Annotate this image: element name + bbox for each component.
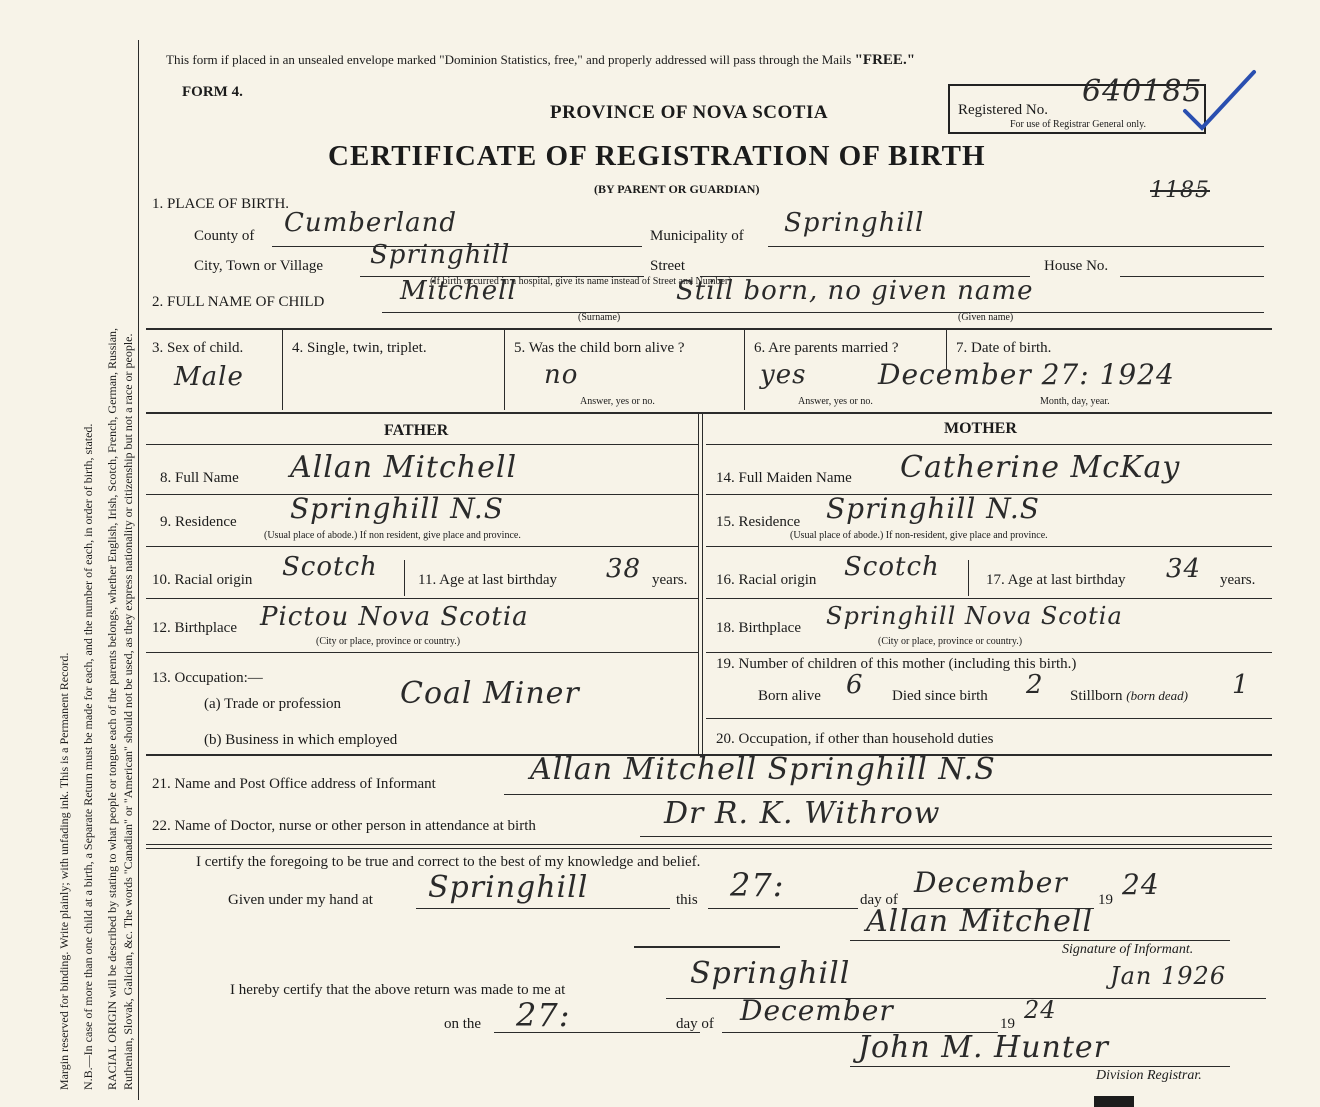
father-residence-caption: (Usual place of abode.) If non resident, give place and province.	[264, 530, 521, 541]
municipality-label: Municipality of	[650, 228, 744, 244]
father-heading: FATHER	[384, 422, 449, 439]
given-year-prefix: 19	[1098, 892, 1113, 908]
father-residence-value: Springhill N.S	[290, 492, 504, 525]
father-line-3	[146, 598, 698, 599]
given-day-value: 27:	[730, 866, 785, 904]
father-racial-value: Scotch	[282, 552, 378, 582]
registrar-signature-line	[850, 1066, 1230, 1067]
mother-birthplace-label: 18. Birthplace	[716, 620, 801, 636]
given-caption: (Given name)	[958, 312, 1014, 323]
county-label: County of	[194, 228, 255, 244]
child-name-line	[382, 312, 1264, 313]
certificate-title: CERTIFICATE OF REGISTRATION OF BIRTH	[328, 140, 986, 172]
mother-racial-label: 16. Racial origin	[716, 572, 817, 588]
father-occupation-label: 13. Occupation:—	[152, 670, 263, 686]
stillborn-label-text: Stillborn	[1070, 688, 1123, 704]
house-line	[1120, 276, 1264, 277]
margin-note-1: Margin reserved for binding. Write plainly; with unfading ink. This is a Permanent Record.	[57, 652, 71, 1090]
sex-value: Male	[174, 362, 244, 392]
mother-age-label: 17. Age at last birthday	[986, 572, 1126, 588]
date-of-birth-label: 7. Date of birth.	[956, 340, 1052, 356]
mother-residence-value: Springhill N.S	[826, 492, 1040, 525]
form-number: FORM 4.	[182, 84, 243, 100]
father-line-4	[146, 652, 698, 653]
informant-value: Allan Mitchell Springhill N.S	[530, 752, 996, 787]
county-value: Cumberland	[284, 208, 457, 238]
born-alive-count-label: Born alive	[758, 688, 821, 704]
father-birthplace-value: Pictou Nova Scotia	[260, 602, 529, 632]
father-name-label: 8. Full Name	[160, 470, 239, 486]
father-racial-divider	[404, 560, 405, 596]
died-since-birth-label: Died since birth	[892, 688, 988, 704]
given-place-value: Springhill	[428, 870, 589, 905]
center-rule	[634, 946, 780, 948]
married-answer: yes	[760, 360, 807, 390]
divider-2	[146, 412, 1272, 414]
registrar-signature-caption: Division Registrar.	[1096, 1068, 1202, 1083]
registrar-day-value: 27:	[516, 996, 571, 1034]
father-age-unit: years.	[652, 572, 688, 588]
col-div-2	[504, 330, 505, 410]
mother-birthplace-value: Springhill Nova Scotia	[826, 602, 1123, 630]
mother-head-line	[706, 444, 1272, 445]
informant-signature-caption: Signature of Informant.	[1062, 942, 1194, 957]
father-name-value: Allan Mitchell	[290, 450, 518, 485]
multiple-birth-label: 4. Single, twin, triplet.	[292, 340, 427, 356]
mother-age-unit: years.	[1220, 572, 1256, 588]
given-day-line	[708, 908, 858, 909]
margin-note-3: RACIAL ORIGIN will be described by stating to what people or tongue each of the parents belongs, whether English, Irish, Scotch, French, German, Russian,	[105, 327, 119, 1090]
side-number: 1185	[1150, 178, 1210, 203]
given-this-label: this	[676, 892, 698, 908]
registrar-extra-value: Jan 1926	[1110, 962, 1227, 990]
child-given-name: Still born, no given name	[676, 276, 1034, 306]
born-alive-caption: Answer, yes or no.	[580, 396, 655, 407]
registrar-signature: John M. Hunter	[858, 1030, 1110, 1065]
died-since-birth-value: 2	[1026, 670, 1044, 700]
city-label: City, Town or Village	[194, 258, 324, 274]
mail-free-text: "FREE."	[854, 52, 916, 68]
mother-residence-label: 15. Residence	[716, 514, 801, 530]
divider-1	[146, 328, 1272, 330]
father-line-2	[146, 546, 698, 547]
registered-number: 640185	[1082, 74, 1203, 109]
registered-note: For use of Registrar General only.	[1010, 119, 1146, 130]
mother-line-4	[706, 652, 1272, 653]
father-age-value: 38	[606, 554, 642, 584]
mother-children-label: 19. Number of children of this mother (including this birth.)	[716, 656, 1077, 672]
given-under-label: Given under my hand at	[228, 892, 373, 908]
hospital-note: (If birth occurred in a hospital, give its name instead of Street and Number)	[430, 276, 732, 287]
given-day-of-label: day of	[860, 892, 898, 908]
registrar-place-value: Springhill	[690, 956, 851, 991]
registration-box	[948, 74, 1206, 134]
street-label: Street	[650, 258, 685, 274]
date-of-birth-caption: Month, day, year.	[1040, 396, 1110, 407]
doctor-label: 22. Name of Doctor, nurse or other person in attendance at birth	[152, 818, 536, 834]
registrar-on-the-label: on the	[444, 1016, 482, 1032]
municipality-value: Springhill	[784, 208, 925, 238]
municipality-line	[768, 246, 1264, 247]
mail-notice	[166, 52, 915, 69]
margin-rule	[138, 40, 139, 1100]
registrar-month-value: December	[740, 994, 894, 1027]
mother-line-3	[706, 598, 1272, 599]
married-question: 6. Are parents married ?	[754, 340, 899, 356]
stillborn-value: 1	[1232, 670, 1250, 700]
registrar-year-prefix: 19	[1000, 1016, 1015, 1032]
married-caption: Answer, yes or no.	[798, 396, 873, 407]
certification-statement: I certify the foregoing to be true and correct to the best of my knowledge and belief.	[196, 854, 701, 870]
doctor-line	[640, 836, 1272, 837]
mail-notice-text: This form if placed in an unsealed envelope marked "Dominion Statistics, free," and properly addressed will pass through the Mails	[166, 52, 852, 67]
mother-racial-divider	[968, 560, 969, 596]
born-alive-question: 5. Was the child born alive ?	[514, 340, 685, 356]
father-trade-label: (a) Trade or profession	[204, 696, 342, 712]
father-head-line	[146, 444, 698, 445]
child-name-label: 2. FULL NAME OF CHILD	[152, 294, 325, 310]
mother-residence-caption: (Usual place of abode.) If non-resident, give place and province.	[790, 530, 1048, 541]
given-place-line	[416, 908, 670, 909]
check-mark-icon	[1180, 66, 1260, 136]
child-surname: Mitchell	[400, 276, 517, 306]
mother-name-value: Catherine McKay	[900, 450, 1181, 485]
date-of-birth-value: December 27: 1924	[878, 358, 1175, 391]
col-div-1	[282, 330, 283, 410]
margin-note-2: N.B.—In case of more than one child at a birth, a Separate Return must be made for each, and the number of each, in order of birth, stated.	[81, 423, 95, 1090]
father-birthplace-caption: (City or place, province or country.)	[316, 636, 461, 647]
father-trade-value: Coal Miner	[400, 676, 580, 711]
given-year-value: 24	[1122, 868, 1160, 901]
mother-birthplace-caption: (City or place, province or country.)	[878, 636, 1023, 647]
registered-label: Registered No.	[958, 102, 1048, 118]
born-alive-answer: no	[544, 360, 579, 390]
mother-age-value: 34	[1166, 554, 1202, 584]
stillborn-label	[1070, 688, 1188, 705]
registrar-statement: I hereby certify that the above return was made to me at	[230, 982, 566, 998]
margin-note-4: Ruthenian, Slovak, Galician, &c. The words "Canadian" or "American" should not be used, as they express nationality or citizenship but not a race or people.	[121, 333, 135, 1090]
mother-line-5	[706, 718, 1272, 719]
father-racial-label: 10. Racial origin	[152, 572, 253, 588]
informant-signature-line	[850, 940, 1230, 941]
given-month-value: December	[914, 866, 1068, 899]
parents-divider	[698, 414, 703, 754]
father-residence-label: 9. Residence	[160, 514, 237, 530]
sex-label: 3. Sex of child.	[152, 340, 244, 356]
father-birthplace-label: 12. Birthplace	[152, 620, 237, 636]
mother-name-label: 14. Full Maiden Name	[716, 470, 852, 486]
scan-edge	[1094, 1096, 1134, 1107]
certificate-subtitle: (BY PARENT OR GUARDIAN)	[594, 182, 760, 196]
city-value: Springhill	[370, 240, 511, 270]
informant-signature: Allan Mitchell	[866, 904, 1094, 939]
doctor-value: Dr R. K. Withrow	[664, 796, 941, 831]
informant-line	[504, 794, 1272, 795]
col-div-3	[744, 330, 745, 410]
mother-heading: MOTHER	[944, 420, 1017, 437]
born-alive-count-value: 6	[846, 670, 864, 700]
mother-racial-value: Scotch	[844, 552, 940, 582]
divider-4	[146, 844, 1272, 849]
registrar-year-value: 24	[1024, 996, 1057, 1024]
surname-caption: (Surname)	[578, 312, 621, 323]
informant-label: 21. Name and Post Office address of Informant	[152, 776, 436, 792]
house-label: House No.	[1044, 258, 1109, 274]
place-heading: 1. PLACE OF BIRTH.	[152, 196, 290, 212]
mother-occupation-label: 20. Occupation, if other than household duties	[716, 731, 994, 747]
mother-line-2	[706, 546, 1272, 547]
province-title: PROVINCE OF NOVA SCOTIA	[550, 102, 829, 123]
father-age-label: 11. Age at last birthday	[418, 572, 557, 588]
registrar-day-of-label: day of	[676, 1016, 714, 1032]
stillborn-note: (born dead)	[1126, 688, 1189, 703]
father-business-label: (b) Business in which employed	[204, 732, 398, 748]
